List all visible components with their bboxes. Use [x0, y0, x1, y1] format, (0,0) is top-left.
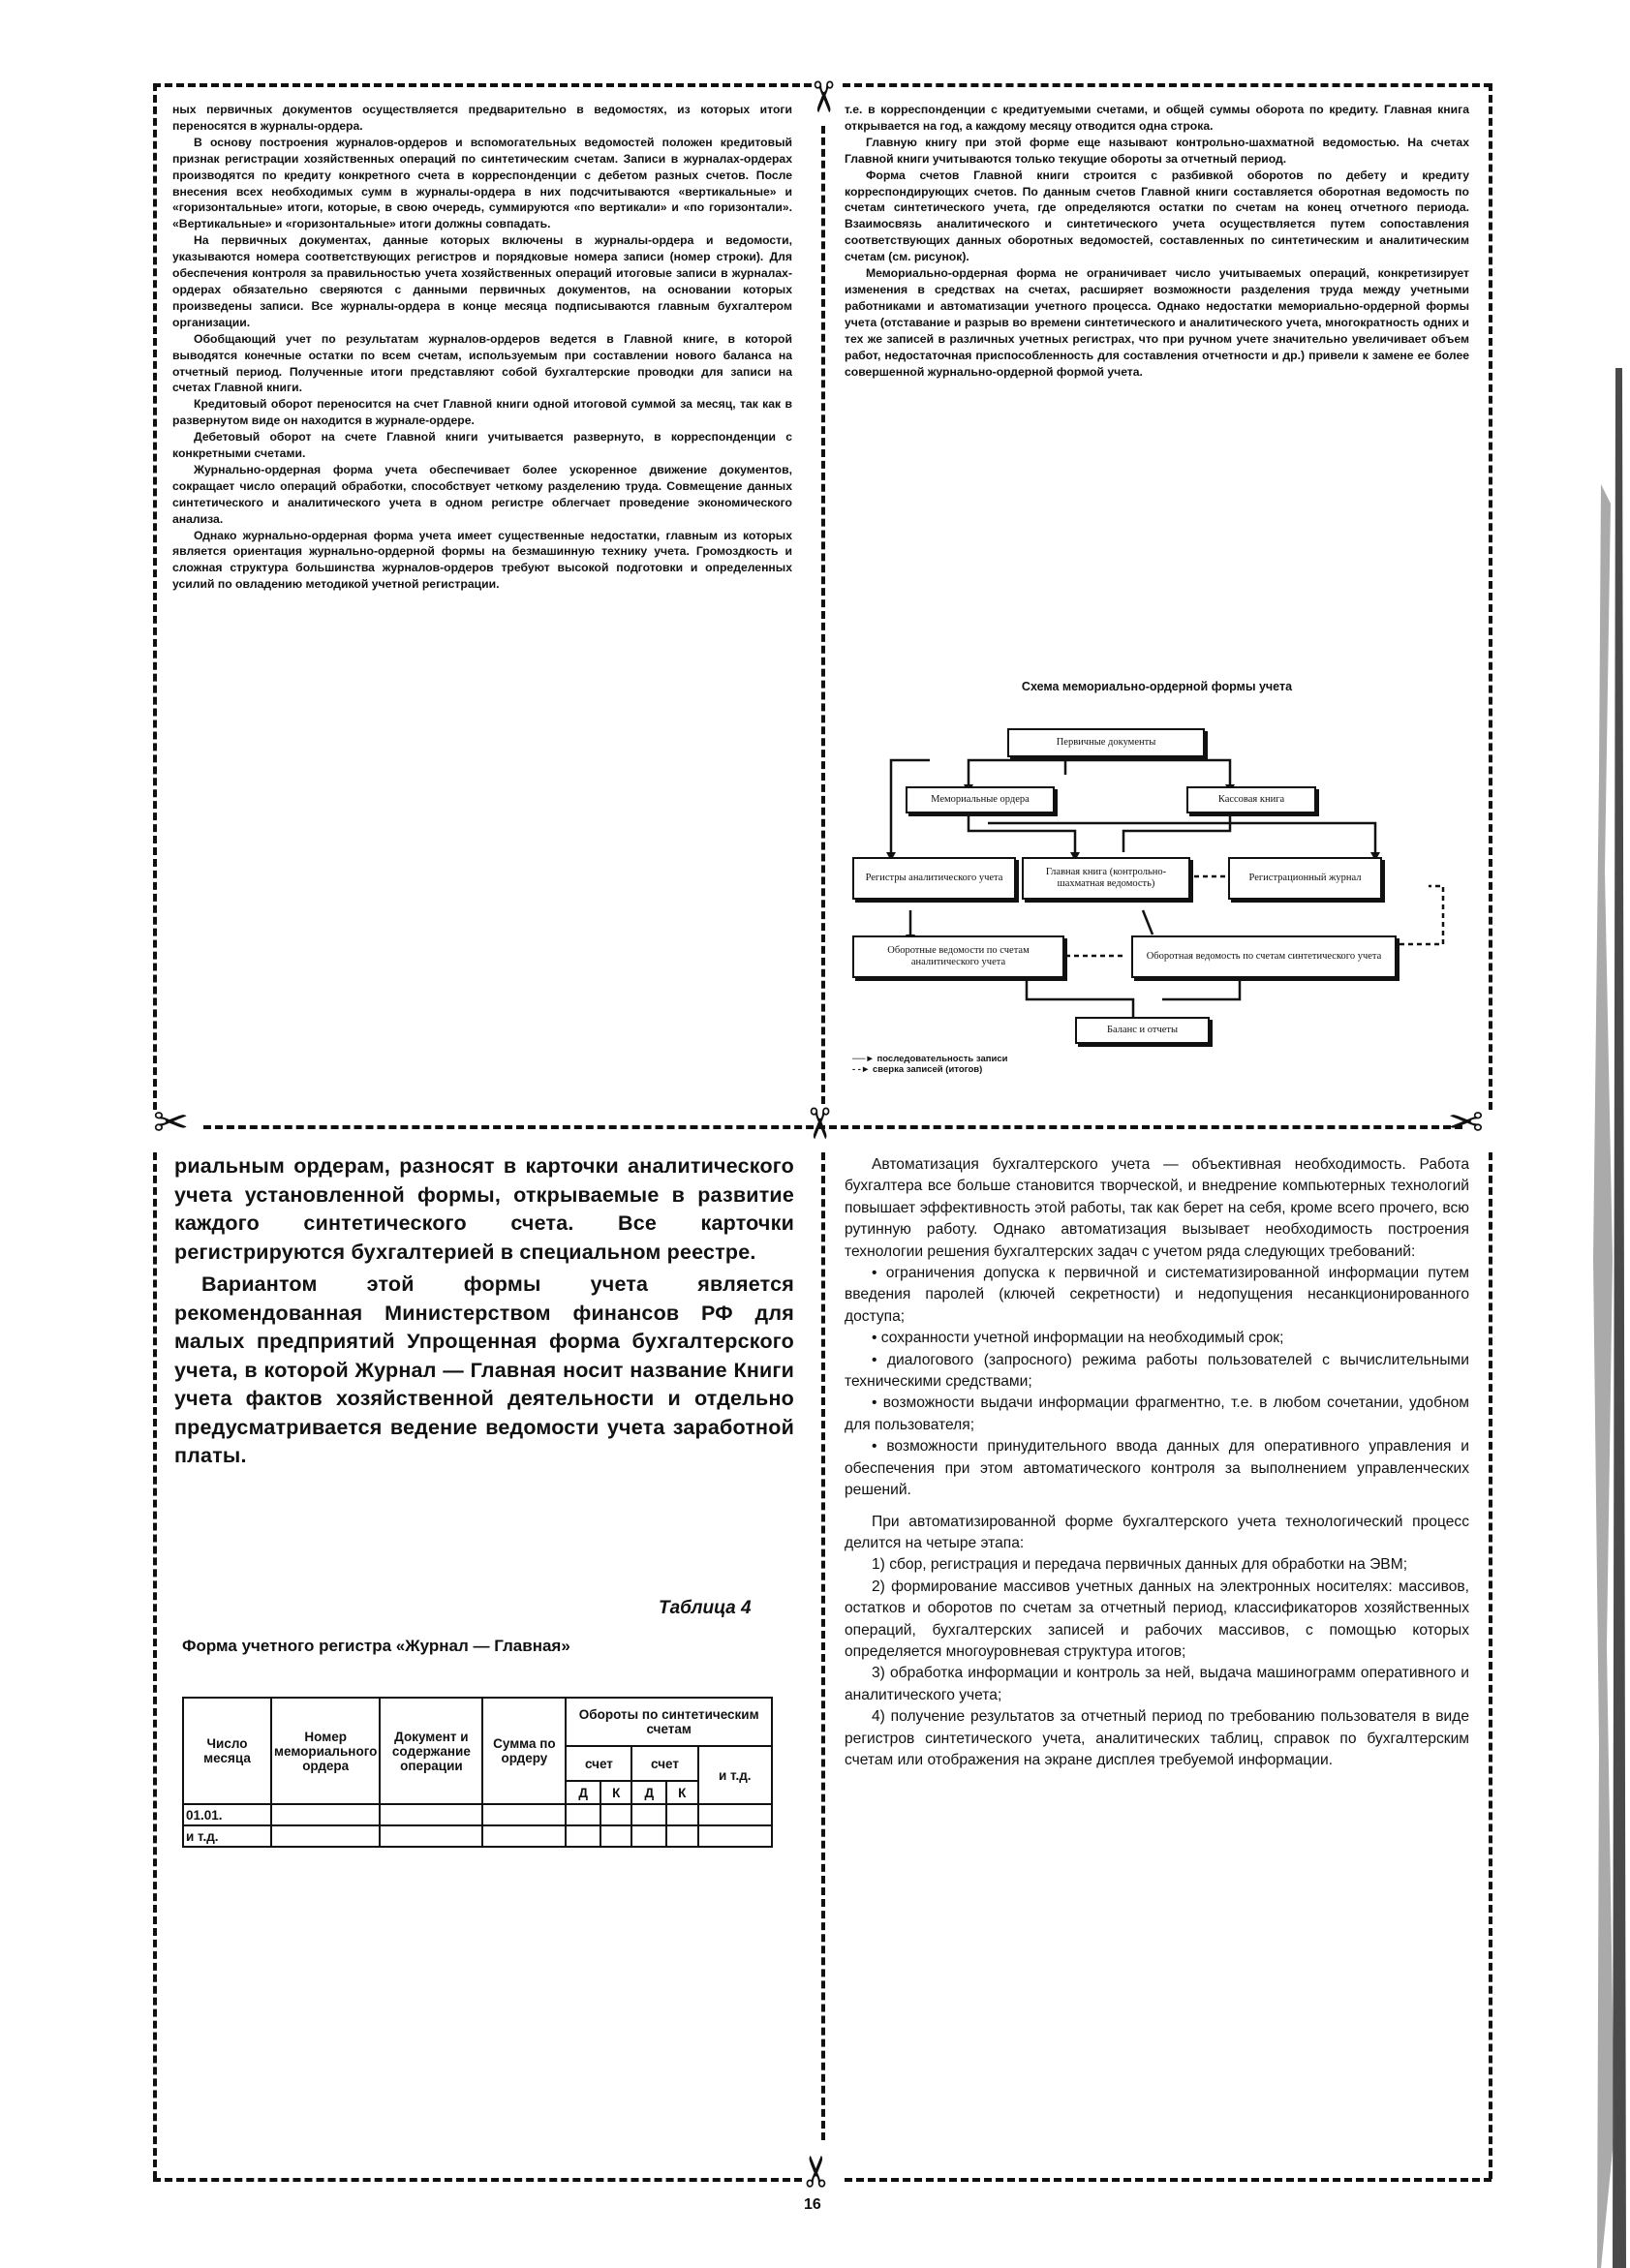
bottom-frame-center-border — [821, 1152, 825, 2140]
paragraph: На первичных документах, данные которых включены в журналы-ордера и ведомости, указываются номера соответствующих регистров и порядковые номера записи (номер строки). Для обеспечения контроля за правильностью учета хозяйственных операций итоговые записи в журналах-ордерах обязательно сверяются с данными первичных документов, на основании которых произведены записи. Все журналы-ордера в конце месяца подписываются главным бухгалтером организации. — [172, 233, 792, 329]
paragraph: Форма счетов Главной книги строится с разбивкой оборотов по дебету и кредиту корреспондирующих счетов. По данным счетов Главной книги составляется оборотная ведомость по счетам синтетического учета, где определяются остатки по счетам на конец отчетного периода. Взаимосвязь аналитического и синтетического учета осуществляется путем сопоставления соответствующих данных оборотных ведомостей, составленных по синтетическим и аналитическим счетам (см. рисунок). — [845, 168, 1469, 264]
arrow-line — [969, 813, 1075, 852]
list-item: 1) сбор, регистрация и передача первичных данных для обработки на ЭВМ; — [872, 1556, 1408, 1574]
scheme-box-primary-documents: Первичные документы — [1007, 728, 1205, 757]
bottom-left-column — [174, 1152, 794, 1471]
paragraph: В основу построения журналов-ордеров и вспомогательных ведомостей положен кредитовый признак регистрации хозяйственных операций по синтетическим счетам. Записи в журналах-ордерах производятся по кредиту конкретного счета в корреспонденции с дебетом разных счетов. После внесения всех необходимых сумм в журналы-ордера в них подсчитываются «вертикальные» и «горизонтальные» итоги, которые, в свою очередь, суммируются «по вертикали» и «по горизонтали». «Вертикальные» и «горизонтальные» итоги должны совпадать. — [172, 135, 792, 231]
table-cell — [600, 1825, 632, 1847]
table-cell — [600, 1804, 632, 1825]
col-header-sum: Сумма по ордеру — [482, 1698, 566, 1804]
paragraph: риальным ордерам, разносят в карточки аналитического учета установленной формы, открываемые в развитие каждого синтетического счета. Все карточки регистрируются бухгалтерией в специальном реестре. — [174, 1154, 794, 1264]
paragraph: Главную книгу при этой форме еще называют контрольно-шахматной ведомостью. На счетах Главной книги учитываются только текущие обороты за отчетный период. — [845, 135, 1469, 166]
top-frame-center-border — [821, 126, 825, 1104]
table-cell — [566, 1804, 600, 1825]
list-item: 4) получение результатов за отчетный период по требованию пользователя в виде регистров синтетического учета, аналитических таблиц, справок по бухгалтерским счетам или отображения на экране дисплея требуемой информации. — [845, 1708, 1469, 1768]
scheme-box-turnover-synthetic: Оборотная ведомость по счетам синтетического учета — [1131, 935, 1397, 978]
arrow-line — [1143, 910, 1153, 935]
scheme-box-main-book: Главная книга (контрольно-шахматная ведомость) — [1022, 857, 1190, 900]
paragraph: Вариантом этой формы учета является рекомендованная Министерством финансов РФ для малых предприятий Упрощенная форма бухгалтерского учета, в которой Журнал — Главная носит название Книги учета фактов хозяйственной деятельности и отдельно предусматривается ведение ведомости учета заработной платы. — [174, 1272, 794, 1467]
table-cell — [271, 1804, 380, 1825]
bottom-frame-left-border — [153, 1152, 157, 2179]
top-frame-left-border — [153, 83, 157, 1110]
list-item: • сохранности учетной информации на необходимый срок; — [872, 1330, 1284, 1347]
top-left-column — [172, 102, 792, 593]
col-header-credit: К — [666, 1781, 698, 1804]
paragraph: ных первичных документов осуществляется предварительно в ведомостях, из которых итоги переносятся в журналы-ордера. — [172, 103, 792, 133]
scheme-legend — [852, 1054, 1143, 1075]
dashed-arrow-icon: - -► — [852, 1064, 871, 1075]
table-cell — [666, 1825, 698, 1847]
legend-item: - -► сверка записей (итогов) — [852, 1064, 983, 1075]
scissors-icon: ✂ — [1448, 1098, 1484, 1148]
top-right-column — [845, 102, 1469, 380]
scissors-icon: ✂ — [793, 1105, 844, 1142]
bottom-frame-bottom-border-right — [845, 2178, 1492, 2182]
scheme-box-balance: Баланс и отчеты — [1075, 1017, 1210, 1044]
bottom-frame-right-border — [1489, 1152, 1492, 2179]
col-header-debit: Д — [631, 1781, 666, 1804]
table-caption: Таблица 4 — [659, 1598, 752, 1618]
table-row — [183, 1825, 772, 1847]
table-cell — [698, 1804, 772, 1825]
table-cell: и т.д. — [183, 1825, 271, 1847]
paragraph: т.е. в корреспонденции с кредитуемыми счетами, и общей суммы оборота по кредиту. Главная книга открывается на год, а каждому месяцу отводится одна строка. — [845, 103, 1469, 133]
paragraph: Дебетовый оборот на счете Главной книги учитывается развернуто, в корреспонденции с конкретными счетами. — [172, 430, 792, 461]
col-header-credit: К — [600, 1781, 632, 1804]
arrow-line — [1399, 886, 1443, 944]
col-header-debit: Д — [566, 1781, 600, 1804]
page-number: 16 — [804, 2196, 821, 2213]
arrow-line — [988, 823, 1375, 852]
table-cell — [631, 1825, 666, 1847]
journal-register-table — [182, 1697, 773, 1848]
table-cell — [271, 1825, 380, 1847]
scheme-box-analytic-registers: Регистры аналитического учета — [852, 857, 1016, 900]
bottom-frame-bottom-border — [153, 2178, 802, 2182]
list-item: 2) формирование массивов учетных данных на электронных носителях: массивов, остатков и оборотов по счетам за отчетный период, классификаторов хозяйственных операций, бухгалтерских записей и рабочих массивов, с помощью которых определяется многоуровневая структура итогов; — [845, 1578, 1469, 1660]
table-cell — [566, 1825, 600, 1847]
list-item: • возможности принудительного ввода данных для оперативного управления и обеспечения при этом автоматического контроля за выполнением управленческих решений. — [845, 1438, 1469, 1499]
scheme-box-cashbook: Кассовая книга — [1186, 786, 1316, 813]
scheme-box-registration-journal: Регистрационный журнал — [1228, 857, 1382, 900]
col-header-date: Число месяца — [183, 1698, 271, 1804]
paragraph: Журнально-ордерная форма учета обеспечивает более ускоренное движение документов, сокращает число операций обработки, способствует четкому разделению труда. Совмещение данных синтетического и аналитического учета в одном регистре облегчает проведение экономического анализа. — [172, 462, 792, 526]
table-cell — [380, 1825, 482, 1847]
paragraph: Однако журнально-ордерная форма учета имеет существенные недостатки, главным из которых является ориентация журнально-ордерной формы на безмашинную технику учета. Громоздкость и сложная структура большинства журналов-ордеров требуют высокой подготовки и определенных усилий по овладению методикой учетной регистрации. — [172, 528, 792, 592]
table-cell — [666, 1804, 698, 1825]
list-item: • возможности выдачи информации фрагментно, т.е. в любом сочетании, удобном для пользователя; — [845, 1395, 1469, 1433]
col-header-turnovers: Обороты по синтетическим счетам — [566, 1698, 772, 1746]
bottom-right-column — [845, 1154, 1469, 1771]
table-title: Форма учетного регистра «Журнал — Главная» — [182, 1637, 570, 1655]
paragraph: Обобщающий учет по результатам журналов-ордеров ведется в Главной книге, в которой выводятся конечные остатки по всем счетам, используемым при составлении нового баланса на отчетный период. Полученные итоги представляют собой бухгалтерские проводки для записи на счетах Главной книги. — [172, 331, 792, 395]
col-header-account1: счет — [566, 1746, 631, 1781]
top-frame-top-border-right — [843, 83, 1492, 87]
top-frame-top-border — [153, 83, 812, 87]
col-header-etc: и т.д. — [698, 1746, 772, 1804]
table-cell — [482, 1804, 566, 1825]
table-row — [183, 1804, 772, 1825]
scheme-box-memorial-orders: Мемориальные ордера — [906, 786, 1055, 813]
table-cell — [482, 1825, 566, 1847]
col-header-document: Документ и содержание операции — [380, 1698, 482, 1804]
list-item: • диалогового (запросного) режима работы пользователей с вычислительными техническими средствами; — [845, 1351, 1469, 1391]
solid-arrow-icon: ──► — [852, 1054, 875, 1064]
arrow-line — [1162, 978, 1240, 999]
scissors-icon: ✂ — [797, 78, 847, 115]
list-item: • ограничения допуска к первичной и систематизированной информации путем введения паролей (ключей секретности) и недопущения несанкционированного доступа; — [845, 1265, 1469, 1325]
col-header-order: Номер мемориального ордера — [271, 1698, 380, 1804]
paragraph: Мемориально-ордерная форма не ограничивает число учитываемых операций, конкретизирует изменения в средствах на счетах, расширяет возможности разделения труда между учетными работниками и автоматизации учетного процесса. Однако недостатки мемориально-ордерной формы учета (отставание и разрыв во времени синтетического и аналитического учета, многократность одних и тех же записей в различных учетных регистрах, что при ручном учете значительно увеличивает объем работ, недостаточная приспособленность для составления отчетности и др.) привели к замене ее более совершенной журнально-ордерной формой учета. — [845, 266, 1469, 379]
paragraph: Кредитовый оборот переносится на счет Главной книги одной итоговой суммой за месяц, так как в развернутом виде он находится в журнале-ордере. — [172, 397, 792, 428]
arrow-line — [1027, 978, 1133, 1019]
table-cell — [698, 1825, 772, 1847]
scissors-icon: ✂ — [792, 2153, 843, 2190]
col-header-account2: счет — [631, 1746, 697, 1781]
table-cell — [631, 1804, 666, 1825]
legend-item: ──► последовательность записи — [852, 1054, 1008, 1064]
table-cell: 01.01. — [183, 1804, 271, 1825]
scheme-arrows — [833, 717, 1492, 1104]
paragraph: Автоматизация бухгалтерского учета — объективная необходимость. Работа бухгалтера все больше становится творческой, и внедрение компьютерных технологий повышает эффективность этой работы, так как берет на себя, кроме всего прочего, всю рутинную работу. Однако автоматизация вызывает необходимость построения технологии решения бухгалтерских задач с учетом ряда следующих требований: — [845, 1156, 1469, 1260]
list-item: 3) обработка информации и контроль за ней, выдача машинограмм оперативного и аналитического учета; — [845, 1665, 1469, 1703]
scheme-box-turnover-analytic: Оборотные ведомости по счетам аналитического учета — [852, 935, 1064, 978]
scissors-icon: ✂ — [153, 1098, 189, 1148]
arrow-line — [1123, 813, 1230, 852]
table-cell — [380, 1804, 482, 1825]
scheme-title: Схема мемориально-ордерной формы учета — [1021, 680, 1293, 693]
paragraph: При автоматизированной форме бухгалтерского учета технологический процесс делится на четыре этапа: — [845, 1513, 1469, 1551]
scan-edge-shadow — [1562, 0, 1630, 2268]
